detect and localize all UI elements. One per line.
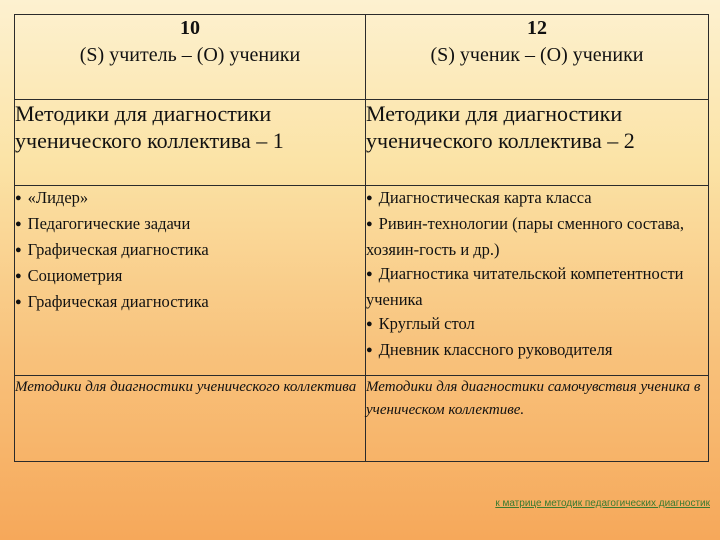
header-subtitle-right: (S) ученик – (О) ученики (430, 44, 644, 66)
list-item (366, 338, 708, 364)
bullet-icon: ● (15, 270, 22, 282)
list-item-text: Круглый стол (378, 314, 475, 333)
list-item-text: Дневник классного руководителя (378, 340, 613, 359)
list-cell-left (15, 186, 366, 376)
list-item (15, 264, 365, 290)
bullet-icon: ● (366, 318, 373, 330)
list-item (15, 212, 365, 238)
header-cell-left (15, 15, 366, 100)
list-item (366, 212, 708, 262)
header-number-right: 12 (527, 17, 547, 39)
title-cell-right: Методики для диагностики ученического коллектива – 2 (366, 100, 709, 186)
list-item-text: Педагогические задачи (27, 214, 191, 233)
description-cell-right: Методики для диагностики самочувствия ученика в ученическом коллективе. (366, 376, 709, 462)
list-item (366, 262, 708, 312)
list-item-text: «Лидер» (27, 188, 89, 207)
list-item-text: Диагностика читательской компетентности ученика (366, 264, 684, 309)
methods-matrix-table (14, 14, 709, 462)
bullet-icon: ● (15, 192, 22, 204)
list-item (366, 312, 708, 338)
list-item-text: Диагностическая карта класса (378, 188, 592, 207)
list-item-text: Ривин-технологии (пары сменного состава, хозяин-гость и др.) (366, 214, 684, 259)
list-item-text: Графическая диагностика (27, 292, 209, 311)
header-number-left: 10 (180, 17, 200, 39)
header-row (15, 15, 709, 100)
list-row (15, 186, 709, 376)
list-cell-right (366, 186, 709, 376)
description-row (15, 376, 709, 462)
list-item-text: Графическая диагностика (27, 240, 209, 259)
list-item (366, 186, 708, 212)
list-item (15, 290, 365, 316)
list-item (15, 238, 365, 264)
bullet-icon: ● (366, 192, 373, 204)
list-item-text: Социометрия (27, 266, 123, 285)
bullet-icon: ● (15, 296, 22, 308)
header-cell-right (366, 15, 709, 100)
header-subtitle-left: (S) учитель – (О) ученики (79, 44, 301, 66)
title-row (15, 100, 709, 186)
methods-list-right (366, 186, 708, 364)
bullet-icon: ● (15, 244, 22, 256)
list-item (15, 186, 365, 212)
bullet-icon: ● (366, 344, 373, 356)
bullet-icon: ● (366, 268, 373, 280)
matrix-link[interactable]: к матрице методик педагогических диагностик (495, 498, 710, 509)
bullet-icon: ● (15, 218, 22, 230)
bullet-icon: ● (366, 218, 373, 230)
methods-list-left (15, 186, 365, 316)
description-cell-left: Методики для диагностики ученического коллектива (15, 376, 366, 462)
title-cell-left: Методики для диагностики ученического коллектива – 1 (15, 100, 366, 186)
